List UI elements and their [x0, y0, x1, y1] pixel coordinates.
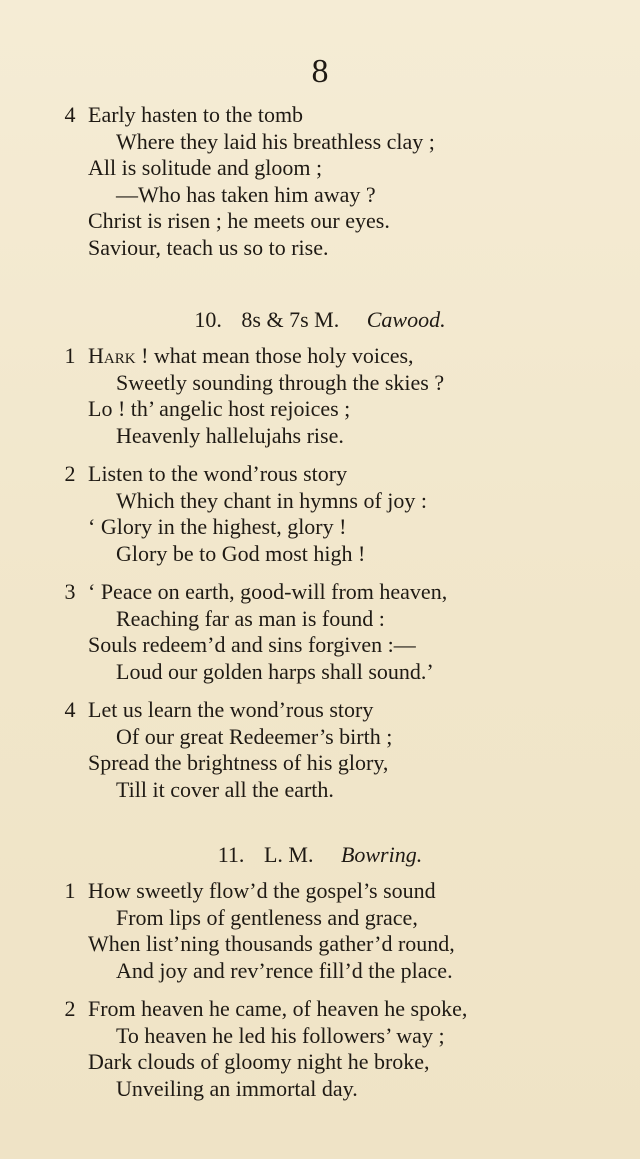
verse-number: 3 [64, 579, 76, 604]
verse-number: 1 [64, 343, 76, 368]
line-text: Loud our golden harps shall sound.’ [116, 658, 434, 684]
hymn-heading [0, 306, 640, 334]
stanza [0, 697, 640, 803]
line-text: Dark clouds of gloomy night he broke, [88, 1049, 430, 1074]
verse-number: 2 [64, 996, 76, 1021]
stanza [0, 996, 640, 1102]
line-text: And joy and rev’rence fill’d the place. [116, 957, 453, 983]
line-text: Lo ! th’ angelic host rejoices ; [88, 396, 351, 421]
stanza-line [0, 235, 640, 262]
hymn-tune: Bowring. [340, 842, 423, 867]
page-number: 8 [311, 53, 329, 90]
stanza [0, 461, 640, 567]
stanza-line [0, 996, 640, 1023]
line-text: Reaching far as man is found : [116, 605, 385, 631]
line-text: Listen to the wond’rous story [88, 461, 348, 486]
stanza-line [0, 1076, 640, 1103]
stanza-line [0, 659, 640, 686]
stanza-line [0, 606, 640, 633]
hymn-number: 11. [217, 842, 245, 867]
line-text [88, 343, 414, 370]
stanza-line [0, 488, 640, 515]
stanza [0, 579, 640, 685]
line-text: Unveiling an immortal day. [116, 1075, 358, 1101]
line-text: Let us learn the wond’rous story [88, 697, 374, 722]
hymn-meter: L. M. [263, 842, 314, 867]
stanza-line [0, 514, 640, 541]
line-text: —Who has taken him away ? [116, 181, 376, 207]
stanza-line [0, 343, 640, 370]
hymn-heading [0, 841, 640, 869]
stanza-line [0, 461, 640, 488]
line-text: All is solitude and gloom ; [88, 155, 323, 180]
line-text: ‘ Peace on earth, good-will from heaven, [88, 579, 448, 604]
stanza-line [0, 370, 640, 397]
line-text: Spread the brightness of his glory, [88, 750, 389, 775]
line-text: Heavenly hallelujahs rise. [116, 422, 344, 448]
stanza-line [0, 541, 640, 568]
stanza-line [0, 632, 640, 659]
line-text: Till it cover all the earth. [116, 776, 334, 802]
stanza-line [0, 958, 640, 985]
stanza-line [0, 750, 640, 777]
line-text: Early hasten to the tomb [88, 102, 304, 127]
hymn-tune: Cawood. [366, 307, 446, 332]
stanza-line [0, 102, 640, 129]
line-text: Souls redeem’d and sins forgiven :— [88, 632, 416, 657]
line-text: To heaven he led his followers’ way ; [116, 1022, 445, 1048]
line-text: Which they chant in hymns of joy : [116, 487, 427, 513]
stanza-line [0, 1049, 640, 1076]
stanza-line [0, 878, 640, 905]
stanza-line [0, 777, 640, 804]
stanza-line [0, 579, 640, 606]
stanza-line [0, 155, 640, 182]
continued-stanza [0, 102, 640, 261]
line-text: Glory be to God most high ! [116, 540, 366, 566]
hymn-number: 10. [194, 307, 222, 332]
verse-number: 4 [64, 697, 76, 722]
line-text: Of our great Redeemer’s birth ; [116, 723, 393, 749]
line-text: Christ is risen ; he meets our eyes. [88, 208, 390, 233]
stanza [0, 343, 640, 449]
hymn-meter: 8s & 7s M. [241, 307, 340, 332]
line-text: From heaven he came, of heaven he spoke, [88, 996, 468, 1021]
stanza-line [0, 423, 640, 450]
line-text: From lips of gentleness and grace, [116, 904, 418, 930]
line-text: When list’ning thousands gather’d round, [88, 931, 455, 956]
line-text: How sweetly flow’d the gospel’s sound [88, 878, 436, 903]
verse-number: 1 [64, 878, 76, 903]
stanza-line [0, 182, 640, 209]
line-text: ‘ Glory in the highest, glory ! [88, 514, 347, 539]
stanza-line [0, 396, 640, 423]
stanza-line [0, 905, 640, 932]
stanza-line [0, 1023, 640, 1050]
stanza-line [0, 129, 640, 156]
stanza-line [0, 724, 640, 751]
stanza-line [0, 697, 640, 724]
verse-number: 2 [64, 461, 76, 486]
line-text: Saviour, teach us so to rise. [88, 234, 329, 260]
line-text: Where they laid his breathless clay ; [116, 128, 435, 154]
line-rest: ! what mean those holy voices, [135, 343, 414, 368]
verse-number: 4 [64, 102, 76, 127]
stanza-line [0, 931, 640, 958]
stanza-line [0, 208, 640, 235]
first-word: Hark [88, 343, 136, 368]
line-text: Sweetly sounding through the skies ? [116, 369, 445, 395]
stanza [0, 878, 640, 984]
